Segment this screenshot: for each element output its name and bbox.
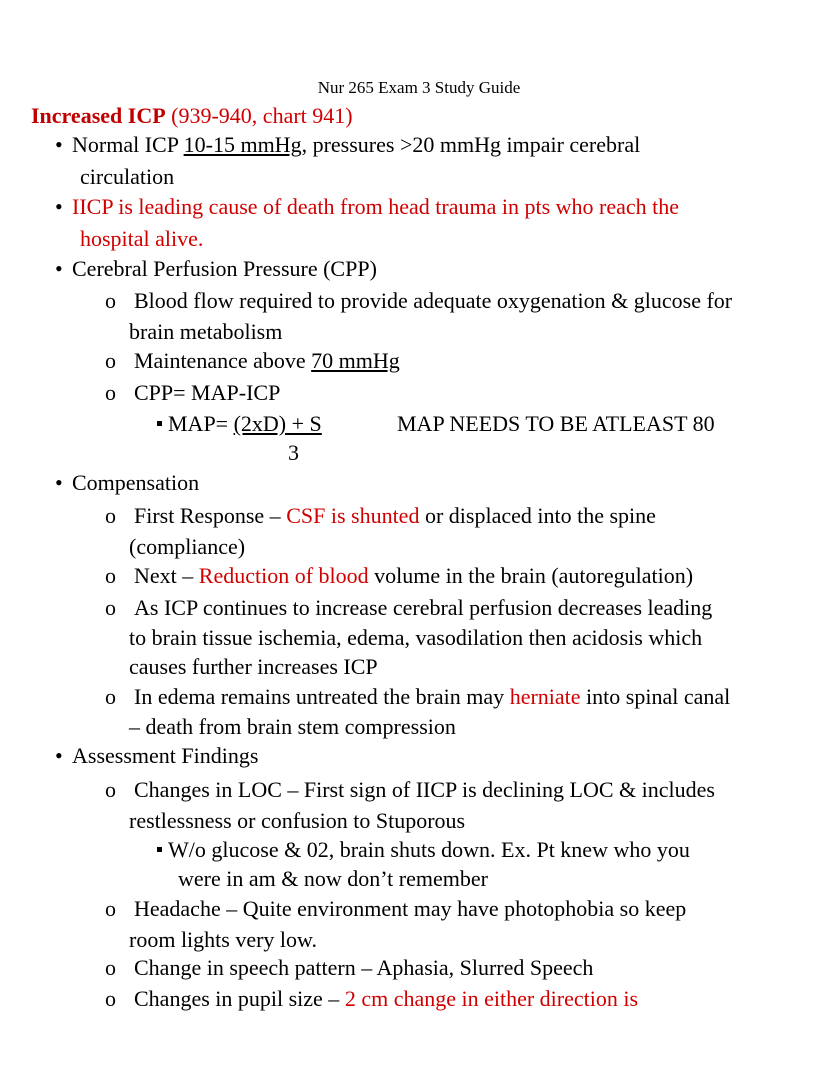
section-heading-text: Increased ICP (31, 103, 166, 128)
sub-sub-item: W/o glucose & 02, brain shuts down. Ex. Pt knew who you (168, 837, 690, 862)
continuation-line: were in am & now don’t remember (178, 866, 488, 891)
highlight-text: herniate (509, 684, 581, 709)
bullet-marker: • (55, 132, 63, 157)
sub-item: Change in speech pattern – Aphasia, Slurred Speech (134, 955, 594, 980)
sub-marker: o (105, 348, 116, 373)
underlined-value: 10-15 mmHg (183, 132, 302, 157)
text-run: into spinal canal (580, 684, 731, 709)
bullet-marker: • (55, 194, 63, 219)
text-run: volume in the brain (autoregulation) (368, 563, 694, 588)
sub-item (134, 503, 656, 529)
sub-item: As ICP continues to increase cerebral perfusion decreases leading (134, 595, 713, 620)
text-run: Next – (134, 563, 199, 588)
document-title: Nur 265 Exam 3 Study Guide (317, 78, 521, 97)
text-run: Maintenance above (134, 348, 312, 373)
sub-marker: o (105, 986, 116, 1011)
highlight-text: 2 cm change in either direction is (344, 986, 639, 1011)
sub-item: Headache – Quite environment may have photophobia so keep (134, 896, 687, 921)
underlined-value: 70 mmHg (311, 348, 400, 373)
text-run: MAP= (168, 411, 234, 436)
list-item-cpp: Cerebral Perfusion Pressure (CPP) (72, 256, 377, 281)
sub-marker: o (105, 380, 116, 405)
continuation-line: (compliance) (129, 534, 246, 559)
map-note: MAP NEEDS TO BE ATLEAST 80 (397, 411, 715, 436)
continuation-line: circulation (80, 164, 175, 189)
sub-marker: o (105, 563, 116, 588)
continuation-line: room lights very low. (129, 927, 317, 952)
section-page-refs: (939-940, chart 941) (165, 103, 353, 128)
bullet-marker: • (55, 743, 63, 768)
sub-item (134, 684, 730, 710)
continuation-line: to brain tissue ischemia, edema, vasodilation then acidosis which (129, 625, 703, 650)
sub-marker: o (105, 896, 116, 921)
list-item-compensation: Compensation (72, 470, 200, 495)
map-formula (168, 411, 322, 437)
text-run: In edema remains untreated the brain may (134, 684, 510, 709)
sub-item: CPP= MAP-ICP (134, 380, 281, 405)
sub-item: Changes in LOC – First sign of IICP is declining LOC & includes (134, 777, 715, 802)
list-item-iicp: IICP is leading cause of death from head trauma in pts who reach the (72, 194, 680, 219)
highlight-text: Reduction of blood (198, 563, 369, 588)
formula-numerator: (2xD) + S (233, 411, 322, 436)
sub-marker: o (105, 595, 116, 620)
square-bullet-marker (157, 847, 162, 852)
bullet-marker: • (55, 470, 63, 495)
sub-item (134, 986, 638, 1012)
continuation-line: causes further increases ICP (129, 654, 378, 679)
sub-marker: o (105, 777, 116, 802)
list-item-normal-icp (72, 132, 640, 158)
sub-item (134, 563, 693, 589)
text-run: Changes in pupil size – (134, 986, 345, 1011)
continuation-line: brain metabolism (129, 319, 283, 344)
continuation-line: restlessness or confusion to Stuporous (129, 808, 466, 833)
text-run: or displaced into the spine (419, 503, 656, 528)
text-run: Normal ICP (72, 132, 184, 157)
formula-denominator: 3 (288, 440, 299, 465)
continuation-line: hospital alive. (80, 226, 204, 251)
text-run: First Response – (134, 503, 287, 528)
sub-item: Blood flow required to provide adequate oxygenation & glucose for (134, 288, 733, 313)
section-heading (31, 103, 353, 129)
list-item-assessment: Assessment Findings (72, 743, 259, 768)
sub-marker: o (105, 503, 116, 528)
continuation-line: – death from brain stem compression (129, 714, 456, 739)
sub-marker: o (105, 955, 116, 980)
sub-item (134, 348, 400, 374)
sub-marker: o (105, 684, 116, 709)
sub-marker: o (105, 288, 116, 313)
bullet-marker: • (55, 256, 63, 281)
square-bullet-marker (157, 421, 162, 426)
highlight-text: CSF is shunted (286, 503, 420, 528)
text-run: , pressures >20 mmHg impair cerebral (301, 132, 641, 157)
